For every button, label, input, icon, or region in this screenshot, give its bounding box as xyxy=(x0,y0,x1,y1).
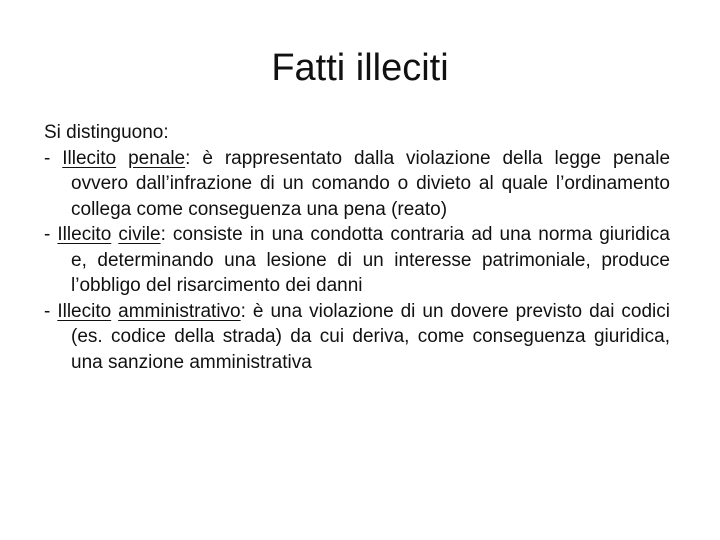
term-illecito: Illecito xyxy=(57,224,112,245)
term-amministrativo: amministrativo xyxy=(118,300,241,322)
list-item-illecito-civile xyxy=(44,222,670,299)
slide-body xyxy=(44,120,670,375)
bullet-dash: - xyxy=(44,224,58,245)
list-item-illecito-amministrativo xyxy=(44,299,670,376)
bullet-dash: - xyxy=(44,300,58,322)
bullet-dash: - xyxy=(44,147,63,169)
item-description: : è una violazione di un dovere previsto dai codici (es. codice della strada) da cui deriva, come conseguenza giuridica, una sanzione amministrativa xyxy=(71,300,670,373)
slide-title: Fatti illeciti xyxy=(271,47,449,89)
term-penale: penale xyxy=(128,147,186,169)
intro-text: Si distinguono: xyxy=(44,122,169,143)
list-item-illecito-penale xyxy=(44,146,670,223)
item-description: : consiste in una condotta contraria ad una norma giuridica e, determinando una lesione di un interesse patrimoniale, produce l’obbligo del risarcimento dei danni xyxy=(71,224,670,296)
term-illecito: Illecito xyxy=(57,300,112,322)
term-civile: civile xyxy=(118,224,161,245)
item-description: : è rappresentato dalla violazione della legge penale ovvero dall’infrazione di un comando o divieto al quale l’ordinamento collega come conseguenza una pena (reato) xyxy=(71,147,671,220)
term-illecito: Illecito xyxy=(62,147,117,169)
